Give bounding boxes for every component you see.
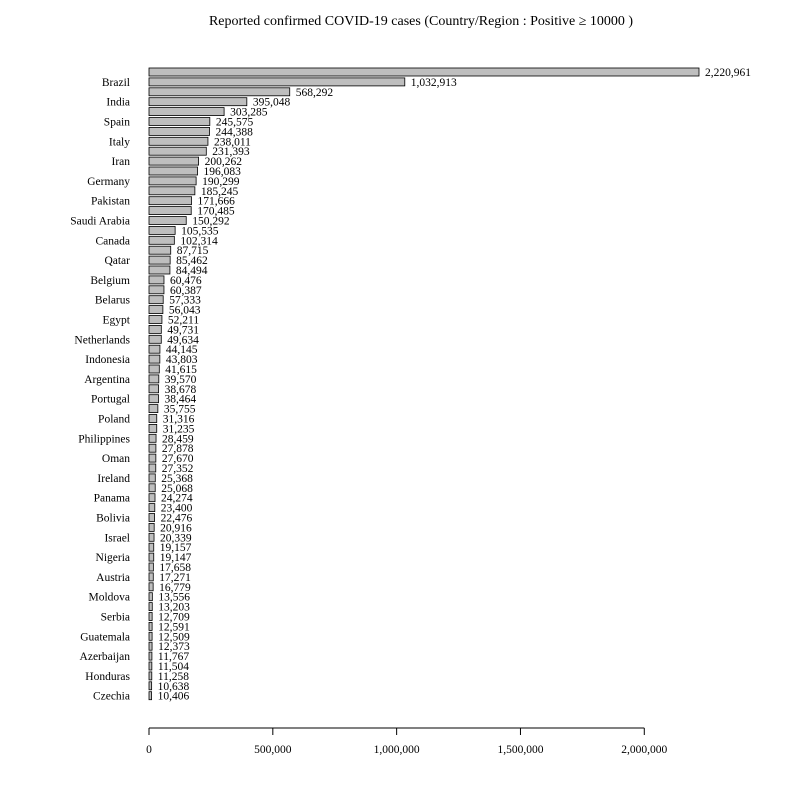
category-label: Oman — [101, 453, 130, 466]
value-label: 11,258 — [157, 670, 189, 683]
bar — [149, 474, 155, 482]
bar — [149, 306, 163, 314]
value-label: 11,767 — [157, 651, 190, 664]
bar — [149, 88, 290, 96]
category-label: Moldova — [88, 591, 130, 604]
value-label: 20,339 — [160, 532, 192, 545]
value-label: 44,145 — [165, 344, 198, 357]
category-label: Belgium — [90, 274, 130, 287]
bar — [149, 78, 405, 86]
bar — [149, 118, 210, 126]
bar — [149, 266, 170, 274]
value-labels-group — [158, 67, 752, 703]
category-label: Austria — [96, 571, 130, 584]
value-label: 19,147 — [159, 552, 192, 565]
bar — [149, 494, 155, 502]
value-label: 12,373 — [158, 641, 190, 654]
bar — [149, 236, 174, 244]
bar — [149, 276, 164, 284]
bar — [149, 207, 191, 215]
value-label: 60,387 — [169, 284, 202, 297]
value-label: 171,666 — [197, 195, 235, 208]
value-label: 27,670 — [161, 453, 194, 466]
bar — [149, 108, 224, 116]
bar — [149, 464, 156, 472]
category-label: Guatemala — [80, 631, 130, 644]
value-label: 10,406 — [157, 690, 190, 703]
x-tick-label: 1,000,000 — [373, 744, 420, 756]
value-label: 190,299 — [202, 175, 240, 188]
value-label: 22,476 — [160, 512, 193, 525]
chart-title: Reported confirmed COVID-19 cases (Country/Region : Positive ≥ 10000 ) — [208, 14, 634, 29]
x-tick-label: 2,000,000 — [621, 744, 668, 756]
value-label: 150,292 — [192, 215, 230, 228]
bar — [149, 246, 171, 254]
bar — [149, 484, 155, 492]
bar — [149, 197, 192, 205]
bar — [149, 286, 164, 294]
category-label: Indonesia — [85, 354, 130, 367]
bar — [149, 622, 152, 630]
category-label: Belarus — [94, 294, 130, 307]
value-label: 25,068 — [161, 482, 193, 495]
value-label: 11,504 — [157, 661, 190, 673]
bar — [149, 415, 157, 423]
value-label: 303,285 — [230, 106, 268, 119]
bar — [149, 137, 208, 145]
value-label: 31,235 — [162, 423, 195, 436]
bar — [149, 226, 175, 234]
bar — [149, 335, 161, 343]
category-label: Germany — [87, 175, 130, 188]
category-label: Netherlands — [74, 334, 130, 347]
bar — [149, 375, 159, 383]
category-label: Brazil — [101, 76, 130, 89]
category-label: Honduras — [85, 670, 130, 683]
value-label: 57,333 — [169, 294, 201, 307]
value-label: 20,916 — [160, 522, 192, 535]
value-label: 12,591 — [158, 621, 190, 634]
bar — [149, 672, 152, 680]
category-label: Iran — [111, 156, 130, 169]
bar — [149, 256, 170, 264]
bar — [149, 325, 161, 333]
bar — [149, 692, 152, 700]
value-label: 87,715 — [176, 245, 209, 258]
bar — [149, 424, 157, 432]
x-tick-label: 500,000 — [254, 744, 292, 756]
value-label: 27,352 — [161, 463, 194, 475]
value-label: 568,292 — [295, 86, 334, 99]
bar — [149, 523, 154, 531]
bar — [149, 177, 196, 185]
value-label: 19,157 — [159, 542, 192, 555]
value-label: 39,570 — [164, 373, 197, 386]
bar — [149, 365, 159, 373]
category-label: Panama — [93, 492, 130, 505]
category-label: Nigeria — [95, 552, 130, 565]
value-label: 12,509 — [158, 631, 190, 644]
value-label: 10,638 — [157, 680, 190, 693]
bar — [149, 296, 163, 304]
bar — [149, 217, 186, 225]
bar — [149, 68, 699, 76]
category-label: Italy — [108, 136, 130, 149]
bar — [149, 543, 154, 551]
category-label: Pakistan — [91, 195, 130, 208]
value-label: 196,083 — [203, 166, 241, 178]
value-label: 1,032,913 — [410, 76, 457, 89]
category-label: Canada — [95, 235, 130, 248]
bar — [149, 533, 154, 541]
bar — [149, 652, 152, 660]
value-label: 38,464 — [164, 393, 197, 406]
value-label: 49,731 — [167, 324, 199, 337]
x-tick-label: 1,500,000 — [497, 744, 544, 756]
bar — [149, 187, 195, 195]
category-label: Argentina — [84, 373, 130, 386]
bar — [149, 682, 152, 690]
value-label: 38,678 — [164, 383, 197, 396]
value-label: 84,494 — [175, 265, 208, 277]
category-label: Egypt — [102, 314, 130, 327]
bar — [149, 385, 159, 393]
bar — [149, 504, 155, 512]
value-label: 56,043 — [168, 304, 201, 317]
bar — [149, 345, 160, 353]
value-label: 395,048 — [252, 96, 291, 109]
bar — [149, 434, 156, 442]
value-label: 13,203 — [158, 601, 190, 614]
bar — [149, 593, 152, 601]
value-label: 49,634 — [167, 334, 199, 347]
value-label: 244,388 — [215, 126, 253, 139]
value-label: 231,393 — [212, 146, 250, 159]
value-label: 41,615 — [165, 364, 197, 376]
value-label: 17,658 — [159, 562, 191, 574]
value-label: 17,271 — [159, 571, 191, 584]
category-label: Serbia — [100, 611, 130, 624]
bar — [149, 514, 155, 522]
value-label: 85,462 — [176, 255, 208, 268]
value-label: 185,245 — [200, 185, 239, 198]
category-label: Saudi Arabia — [70, 215, 130, 228]
value-label: 238,011 — [213, 136, 251, 149]
category-label: India — [106, 96, 130, 109]
bar — [149, 395, 159, 403]
bar — [149, 157, 199, 165]
value-label: 13,556 — [158, 591, 190, 604]
value-label: 200,262 — [204, 156, 242, 169]
bar — [149, 642, 152, 650]
value-label: 43,803 — [165, 354, 198, 367]
value-label: 16,779 — [159, 581, 191, 594]
value-label: 25,368 — [161, 472, 193, 485]
bar — [149, 603, 152, 611]
bar — [149, 167, 198, 175]
value-label: 27,878 — [161, 443, 194, 456]
category-label: Czechia — [92, 690, 130, 703]
value-label: 170,485 — [197, 205, 235, 218]
category-label: Portugal — [91, 393, 130, 406]
category-label: Ireland — [97, 472, 130, 485]
category-label: Bolivia — [96, 512, 130, 525]
value-label: 35,755 — [163, 403, 196, 416]
value-label: 52,211 — [167, 314, 200, 327]
bar — [149, 613, 152, 621]
value-label: 2,220,961 — [705, 67, 751, 79]
bar — [149, 127, 210, 135]
value-label: 105,535 — [181, 225, 219, 238]
category-label: Azerbaijan — [79, 651, 130, 664]
category-label: Qatar — [104, 255, 130, 268]
value-label: 31,316 — [162, 413, 195, 426]
bar — [149, 662, 152, 670]
value-label: 28,459 — [162, 433, 194, 446]
bar — [149, 147, 206, 155]
value-label: 12,709 — [158, 611, 190, 624]
category-labels-group — [70, 77, 131, 703]
bar — [149, 553, 154, 561]
bar — [149, 583, 153, 591]
value-label: 245,575 — [215, 116, 254, 129]
value-label: 60,476 — [169, 274, 202, 287]
bar — [149, 632, 152, 640]
bar — [149, 355, 160, 363]
category-label: Israel — [104, 532, 130, 545]
bar — [149, 454, 156, 462]
bar — [149, 573, 153, 581]
value-label: 24,274 — [161, 492, 193, 505]
bar — [149, 563, 153, 571]
value-label: 102,314 — [180, 235, 218, 248]
category-label: Philippines — [78, 433, 130, 446]
x-tick-label: 0 — [146, 744, 152, 756]
bar — [149, 405, 158, 413]
bar — [149, 316, 162, 324]
bar — [149, 444, 156, 452]
bar — [149, 98, 247, 106]
x-axis — [146, 728, 667, 756]
value-label: 23,400 — [160, 502, 193, 515]
category-label: Poland — [98, 413, 130, 426]
category-label: Spain — [103, 116, 130, 129]
